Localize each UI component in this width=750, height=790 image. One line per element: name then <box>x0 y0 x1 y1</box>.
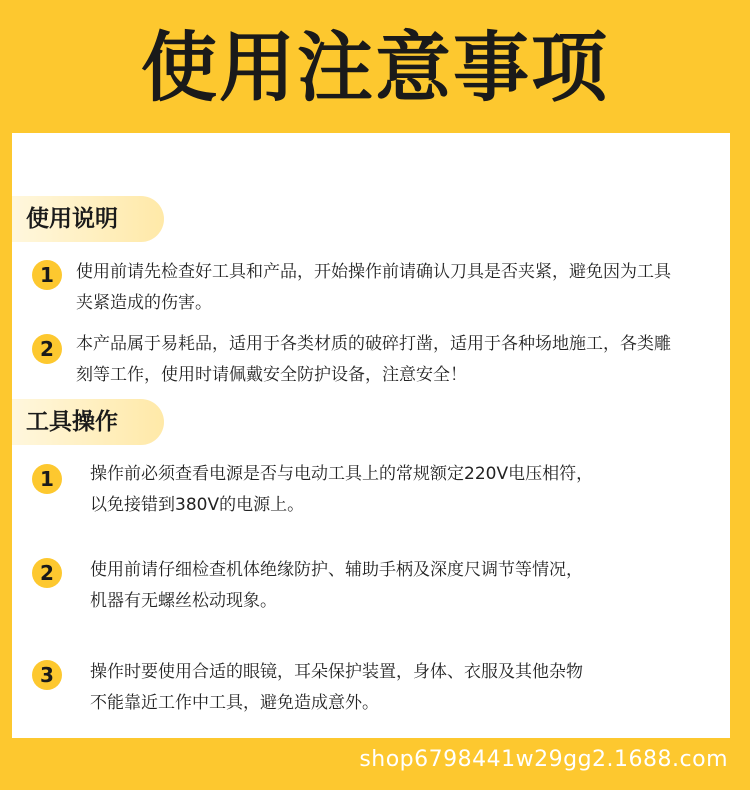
item-line: 以免接错到380V的电源上。 <box>90 495 305 515</box>
step-number-badge: 3 <box>32 660 62 690</box>
step-number-badge: 1 <box>32 464 62 494</box>
item-line: 不能靠近工作中工具，避免造成意外。 <box>90 693 379 713</box>
step-number-badge: 2 <box>32 558 62 588</box>
item-line: 使用前请先检查好工具和产品，开始操作前请确认刀具是否夹紧，避免因为工具 <box>76 262 671 282</box>
item-line: 本产品属于易耗品，适用于各类材质的破碎打凿，适用于各种场地施工，各类雕 <box>76 334 671 354</box>
item-line: 操作时要使用合适的眼镜，耳朵保护装置，身体、衣服及其他杂物 <box>90 662 583 682</box>
list-item <box>90 555 710 617</box>
shop-url-watermark: shop6798441w29gg2.1688.com <box>359 747 728 772</box>
list-item <box>90 657 710 719</box>
list-item <box>76 329 726 391</box>
item-line: 机器有无螺丝松动现象。 <box>90 591 277 611</box>
page-title: 使用注意事项 <box>141 23 609 112</box>
step-number-badge: 2 <box>32 334 62 364</box>
item-line: 刻等工作，使用时请佩戴安全防护设备，注意安全！ <box>76 365 467 385</box>
item-line: 使用前请仔细检查机体绝缘防护、辅助手柄及深度尺调节等情况， <box>90 560 583 580</box>
list-item <box>90 459 710 521</box>
section-label-operation: 工具操作 <box>12 399 164 445</box>
step-number-badge: 1 <box>32 260 62 290</box>
section-label-usage: 使用说明 <box>12 196 164 242</box>
item-line: 操作前必须查看电源是否与电动工具上的常规额定220V电压相符， <box>90 464 594 484</box>
list-item <box>76 257 726 319</box>
item-line: 夹紧造成的伤害。 <box>76 293 212 313</box>
content-card <box>12 133 730 738</box>
